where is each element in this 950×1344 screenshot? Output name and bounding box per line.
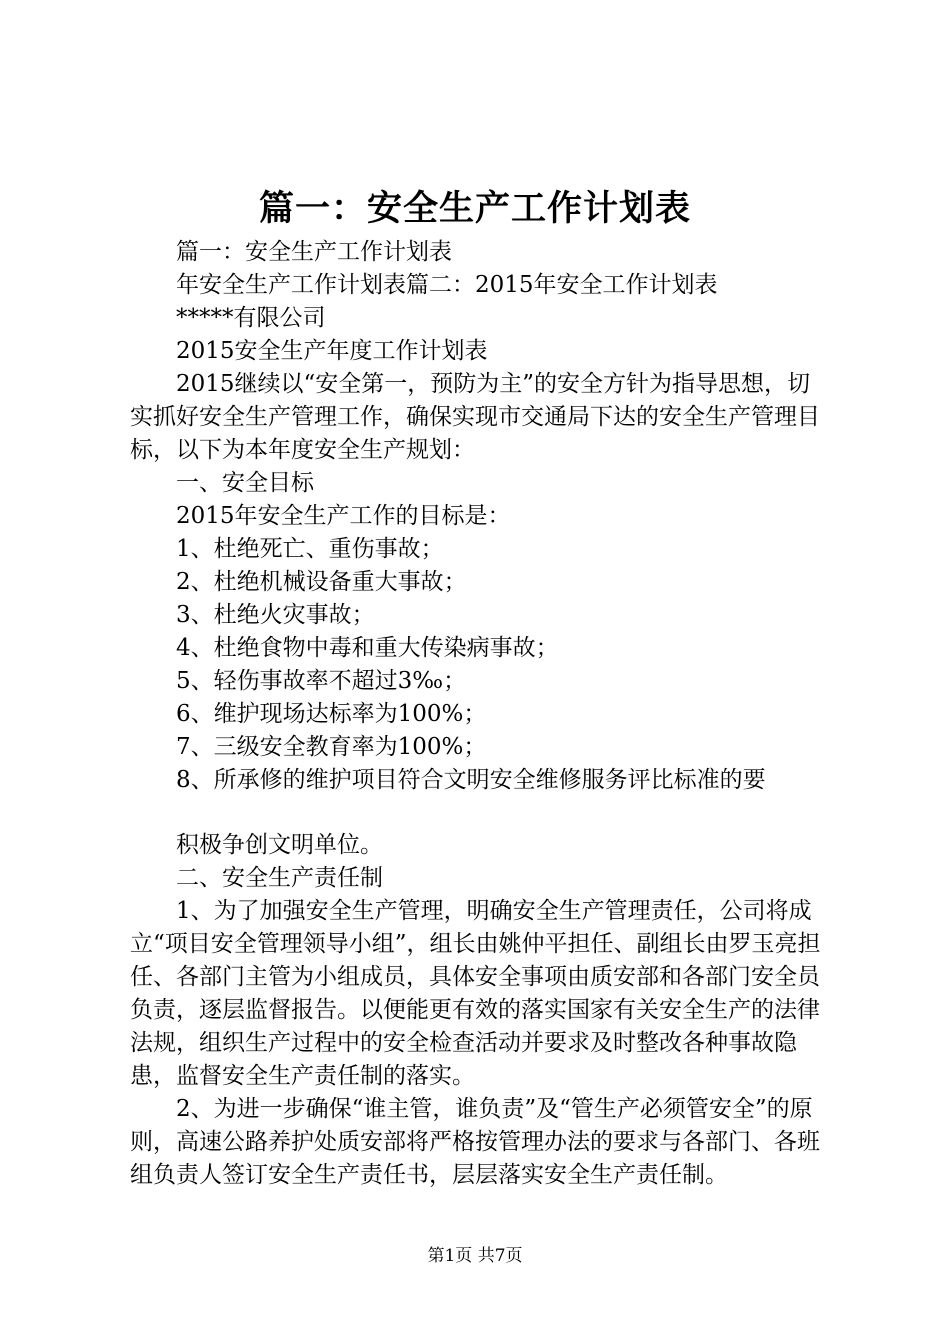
paragraph: 2015安全生产年度工作计划表: [176, 338, 488, 364]
list-item: 5、轻伤事故率不超过3‰；: [176, 668, 467, 694]
document-title: 篇一：安全生产工作计划表: [258, 188, 691, 229]
list-item: 6、维护现场达标率为100%；: [176, 701, 487, 727]
paragraph: *****有限公司: [176, 305, 326, 331]
list-item: 4、杜绝食物中毒和重大传染病事故；: [176, 635, 559, 661]
paragraph: 2015继续以“安全第一，预防为主”的安全方针为指导思想，切实抓好安全生产管理工作，确保实现市交通局下达的安全生产管理目标，以下为本年度安全生产规划：: [130, 371, 820, 463]
paragraph: 篇一：安全生产工作计划表: [176, 239, 452, 265]
paragraph: 年安全生产工作计划表篇二：2015年安全工作计划表: [176, 272, 718, 298]
list-item: 3、杜绝火灾事故；: [176, 602, 375, 628]
paragraph: 2、为进一步确保“谁主管，谁负责”及“管生产必须管安全”的原则，高速公路养护处质安部将严格按管理办法的要求与各部门、各班组负责人签订安全生产责任书，层层落实安全生产责任制。: [130, 1096, 820, 1188]
page-footer: 第1页 共7页: [427, 1246, 523, 1266]
section-heading: 二、安全生产责任制: [176, 865, 383, 891]
paragraph: 1、为了加强安全生产管理，明确安全生产管理责任，公司将成立“项目安全管理领导小组”，组长由姚仲平担任、副组长由罗玉亮担任、各部门主管为小组成员，具体安全事项由质安部和各部门安全员负责，逐层监督报告。以便能更有效的落实国家有关安全生产的法律法规，组织生产过程中的安全检查活动并要求及时整改各种事故隐患，监督安全生产责任制的落实。: [130, 898, 821, 1089]
list-item: 2、杜绝机械设备重大事故；: [176, 569, 467, 595]
paragraph: 积极争创文明单位。: [176, 832, 383, 858]
list-item: 7、三级安全教育率为100%；: [176, 734, 487, 760]
paragraph: 2015年安全生产工作的目标是：: [176, 503, 511, 529]
document-body: [130, 236, 830, 1192]
list-item: 8、所承修的维护项目符合文明安全维修服务评比标准的要: [176, 767, 766, 793]
section-heading: 一、安全目标: [176, 470, 314, 496]
list-item: 1、杜绝死亡、重伤事故；: [176, 536, 444, 562]
blank-line: [130, 797, 830, 829]
